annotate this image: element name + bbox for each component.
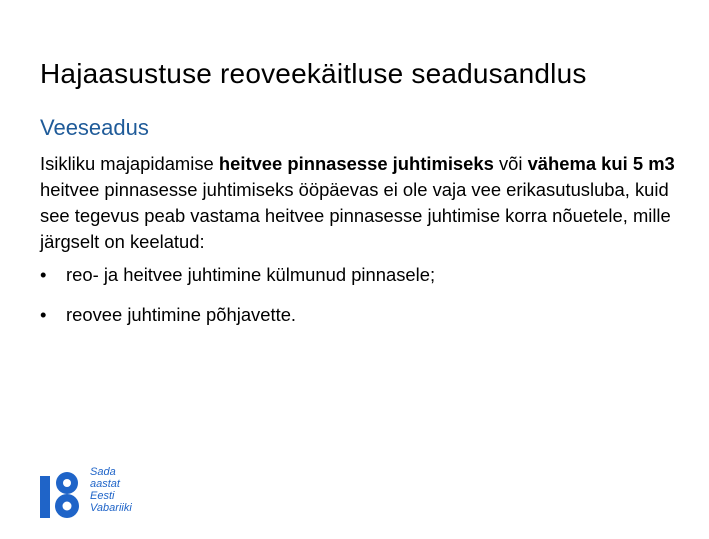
paragraph-bold: heitvee pinnasesse juhtimiseks <box>218 153 494 174</box>
paragraph-text: heitvee pinnasesse juhtimiseks ööpäevas ei ole vaja vee erikasutusluba, kuid see tegevus peab vastama heitvee pinnasesse juhtimise korra nõuetele, mille järgselt on keelatud: <box>40 179 671 252</box>
bullet-text: reovee juhtimine põhjavette. <box>66 304 297 325</box>
slide-title: Hajaasustuse reoveekäitluse seadusandlus <box>40 58 587 89</box>
bullet-text: reo- ja heitvee juhtimine külmunud pinnasele; <box>66 264 436 285</box>
bullet-marker: • <box>40 264 47 285</box>
logo-line: aastat <box>90 478 120 490</box>
logo-line: Vabariiki <box>90 502 132 514</box>
bullet-item <box>40 262 680 288</box>
logo-line: Eesti <box>90 490 115 502</box>
paragraph-text: Isikliku majapidamise <box>40 153 219 174</box>
logo-text <box>90 466 132 514</box>
bullet-item <box>40 302 680 328</box>
paragraph-text: või <box>493 153 528 174</box>
paragraph-bold: vähema kui 5 m3 <box>527 153 675 174</box>
slide-subtitle: Veeseadus <box>40 115 149 140</box>
eesti-100-logo <box>40 466 140 522</box>
body-paragraph <box>40 151 680 255</box>
eesti-100-logo-icon <box>40 466 86 522</box>
logo-line: Sada <box>90 466 116 478</box>
bullet-marker: • <box>40 304 47 325</box>
bullet-list <box>40 262 680 342</box>
